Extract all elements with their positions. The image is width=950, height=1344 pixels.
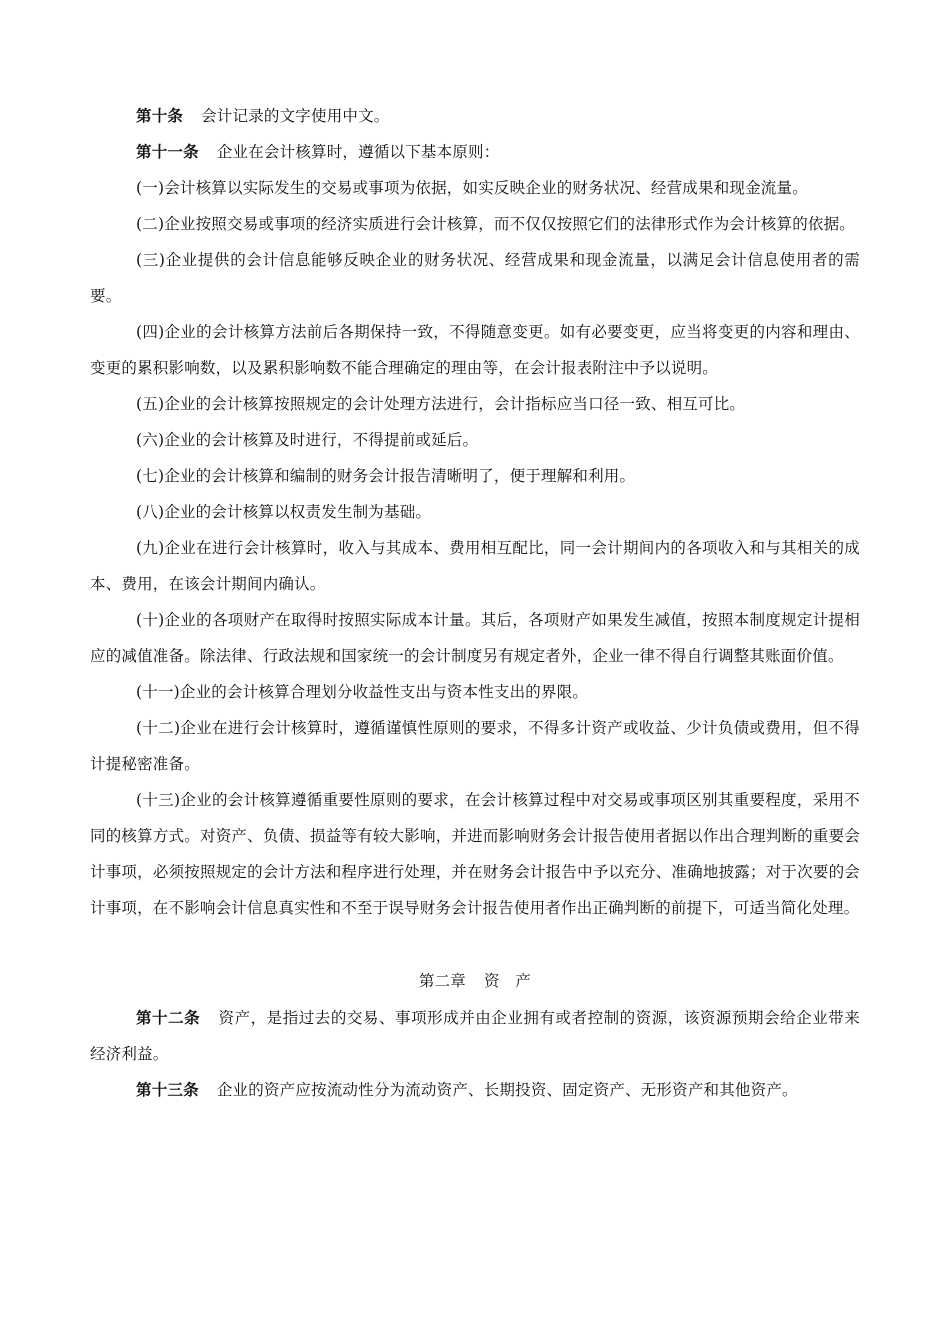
article-11: [90, 134, 860, 170]
article-12-label: 第十二条: [136, 1008, 201, 1027]
article-10: [90, 98, 860, 134]
article-11-text: 企业在会计核算时，遵循以下基本原则：: [216, 143, 500, 161]
article-11-label: 第十一条: [136, 142, 199, 161]
article-10-text: 会计记录的文字使用中文。: [201, 107, 390, 125]
principle-2: (二)企业按照交易或事项的经济实质进行会计核算，而不仅仅按照它们的法律形式作为会计核算的依据。: [136, 215, 855, 233]
article-13: [90, 1072, 860, 1108]
principle-1: (一)会计核算以实际发生的交易或事项为依据，如实反映企业的财务状况、经营成果和现金流量。: [136, 179, 808, 197]
principle-7: (七)企业的会计核算和编制的财务会计报告清晰明了，便于理解和利用。: [136, 467, 636, 485]
principle-13: (十三)企业的会计核算遵循重要性原则的要求，在会计核算过程中对交易或事项区别其重要程度，采用不同的核算方式。对资产、负债、损益等有较大影响，并进而影响财务会计报告使用者据以作出合理判断的重要会计事项，必须按照规定的会计方法和程序进行处理，并在财务会计报告中予以充分、准确地披露；对于次要的会计事项，在不影响会计信息真实性和不至于误导财务会计报告使用者作出正确判断的前提下，可适当简化处理。: [90, 791, 860, 917]
article-10-label: 第十条: [136, 106, 184, 125]
principle-6: (六)企业的会计核算及时进行，不得提前或延后。: [136, 431, 479, 449]
article-12: [90, 1000, 860, 1072]
article-13-label: 第十三条: [136, 1080, 199, 1099]
article-12-text: 资产，是指过去的交易、事项形成并由企业拥有或者控制的资源，该资源预期会给企业带来经济利益。: [90, 1009, 860, 1063]
chapter-number: 第二章: [418, 972, 466, 990]
principle-4: (四)企业的会计核算方法前后各期保持一致，不得随意变更。如有必要变更，应当将变更的内容和理由、变更的累积影响数，以及累积影响数不能合理确定的理由等，在会计报表附注中予以说明。: [90, 323, 860, 377]
principle-8: (八)企业的会计核算以权责发生制为基础。: [136, 503, 432, 521]
principle-3: (三)企业提供的会计信息能够反映企业的财务状况、经营成果和现金流量，以满足会计信息使用者的需要。: [90, 251, 860, 305]
article-13-text: 企业的资产应按流动性分为流动资产、长期投资、固定资产、无形资产和其他资产。: [216, 1081, 798, 1099]
chapter-title: 资 产: [484, 972, 532, 990]
principle-9: (九)企业在进行会计核算时，收入与其成本、费用相互配比，同一会计期间内的各项收入和与其相关的成本、费用，在该会计期间内确认。: [90, 539, 860, 593]
principle-10: (十)企业的各项财产在取得时按照实际成本计量。其后，各项财产如果发生减值，按照本制度规定计提相应的减值准备。除法律、行政法规和国家统一的会计制度另有规定者外，企业一律不得自行调整其账面价值。: [90, 611, 860, 665]
principle-12: (十二)企业在进行会计核算时，遵循谨慎性原则的要求，不得多计资产或收益、少计负债或费用，但不得计提秘密准备。: [90, 719, 860, 773]
principle-11: (十一)企业的会计核算合理划分收益性支出与资本性支出的界限。: [136, 683, 589, 701]
principle-5: (五)企业的会计核算按照规定的会计处理方法进行，会计指标应当口径一致、相互可比。: [136, 395, 746, 413]
document-page: [90, 98, 860, 1108]
chapter-heading: [90, 962, 860, 1000]
